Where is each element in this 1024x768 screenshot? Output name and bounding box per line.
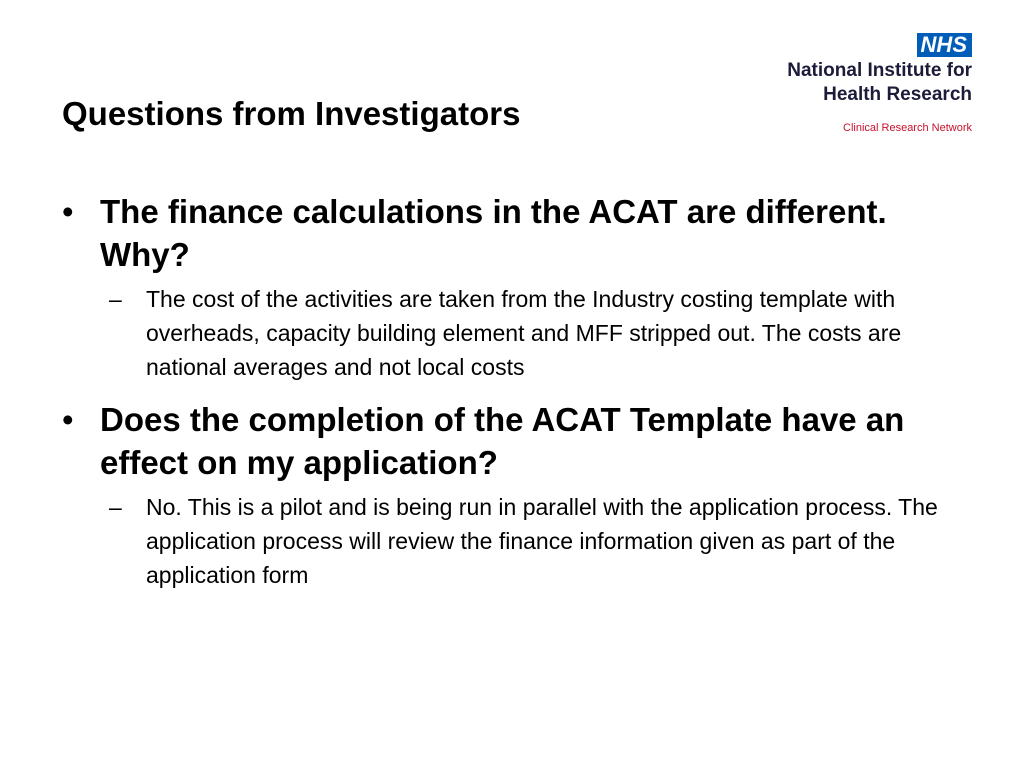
nhs-badge: NHS bbox=[917, 33, 972, 57]
answer-2-text: No. This is a pilot and is being run in parallel with the application process. The application process will review the finance information given as part of the application form bbox=[146, 494, 938, 588]
question-1-text: The finance calculations in the ACAT are different. Why? bbox=[100, 193, 887, 273]
question-1 bbox=[62, 190, 972, 276]
bullet-2: • bbox=[62, 401, 74, 438]
logo-line-1: National Institute for bbox=[787, 60, 972, 81]
question-2 bbox=[62, 398, 972, 484]
dash-1: – bbox=[109, 286, 122, 312]
logo-subline: Clinical Research Network bbox=[843, 122, 972, 134]
question-2-text: Does the completion of the ACAT Template have an effect on my application? bbox=[100, 401, 905, 481]
logo-line-2: Health Research bbox=[823, 84, 972, 105]
answer-1 bbox=[109, 282, 972, 384]
bullet-1: • bbox=[62, 193, 74, 230]
qa-item-2 bbox=[62, 398, 972, 592]
slide-content bbox=[62, 190, 972, 592]
qa-item-1 bbox=[62, 190, 972, 384]
dash-2: – bbox=[109, 494, 122, 520]
answer-2 bbox=[109, 490, 972, 592]
slide-title: Questions from Investigators bbox=[62, 95, 521, 132]
answer-1-text: The cost of the activities are taken from the Industry costing template with overheads, capacity building element and MFF stripped out. The costs are national averages and not local costs bbox=[146, 286, 902, 380]
nihr-logo bbox=[752, 33, 972, 135]
